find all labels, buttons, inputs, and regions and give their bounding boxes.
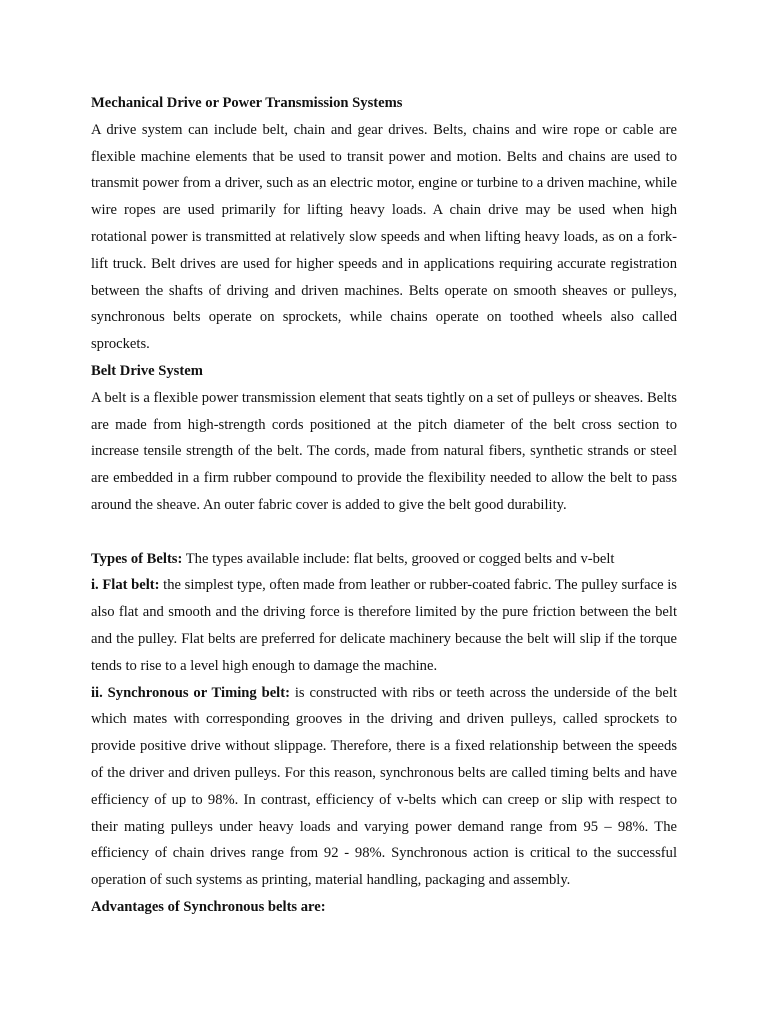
paragraph-belt-drive: A belt is a flexible power transmission element that seats tightly on a set of pulleys or sheaves. Belts are made from high-strength cords positioned at the pitch diameter of the belt cross section to increase tensile strength of the belt. The cords, made from natural fibers, synthetic strands or steel are embedded in a firm rubber compound to provide the flexibility needed to allow the belt to pass around the sheave. An outer fabric cover is added to give the belt good durability.: [91, 389, 677, 513]
types-of-belts-text: The types available include: flat belts, grooved or cogged belts and v-belt: [182, 550, 615, 567]
section-heading-belt-drive: Belt Drive System: [91, 362, 203, 379]
flat-belt-text: the simplest type, often made from leather or rubber-coated fabric. The pulley surface is also flat and smooth and the driving force is therefore limited by the pure friction between the belt and the pulley. Flat belts are preferred for delicate machinery because the belt will slip if the torque tends to rise to a level high enough to damage the machine.: [91, 577, 677, 674]
paragraph-mechanical-drive: A drive system can include belt, chain and gear drives. Belts, chains and wire rope or cable are flexible machine elements that be used to transit power and motion. Belts and chains are used to transmit power from a driver, such as an electric motor, engine or turbine to a driven machine, while wire ropes are used primarily for lifting heavy loads. A chain drive may be used when high rotational power is transmitted at relatively slow speeds and when lifting heavy loads, as on a fork-lift truck. Belt drives are used for higher speeds and in applications requiring accurate registration between the shafts of driving and driven machines. Belts operate on smooth sheaves or pulleys, synchronous belts operate on sprockets, while chains operate on toothed wheels also called sprockets.: [91, 121, 677, 353]
document-page: [91, 90, 677, 921]
blank-line: [91, 519, 677, 546]
types-of-belts-label: Types of Belts:: [91, 550, 183, 567]
flat-belt-label: i. Flat belt:: [91, 577, 160, 594]
paragraph-synchronous-belt: [91, 680, 677, 894]
synchronous-belt-text: is constructed with ribs or teeth across the underside of the belt which mates with corresponding grooves in the driving and driven pulleys, called sprockets to provide positive drive without slippage. Therefore, there is a fixed relationship between the speeds of the driver and driven pulleys. For this reason, synchronous belts are called timing belts and have efficiency of up to 98%. In contrast, efficiency of v-belts which can creep or slip with respect to their mating pulleys under heavy loads and varying power demand range from 95 – 98%. The efficiency of chain drives range from 92 - 98%. Synchronous action is critical to the successful operation of such systems as printing, material handling, packaging and assembly.: [91, 684, 677, 889]
paragraph-types-of-belts: [91, 546, 677, 573]
synchronous-belt-label: ii. Synchronous or Timing belt:: [91, 684, 290, 701]
paragraph-flat-belt: [91, 572, 677, 679]
section-heading-mechanical-drive: Mechanical Drive or Power Transmission Systems: [91, 95, 403, 111]
section-heading-advantages: Advantages of Synchronous belts are:: [91, 898, 326, 915]
